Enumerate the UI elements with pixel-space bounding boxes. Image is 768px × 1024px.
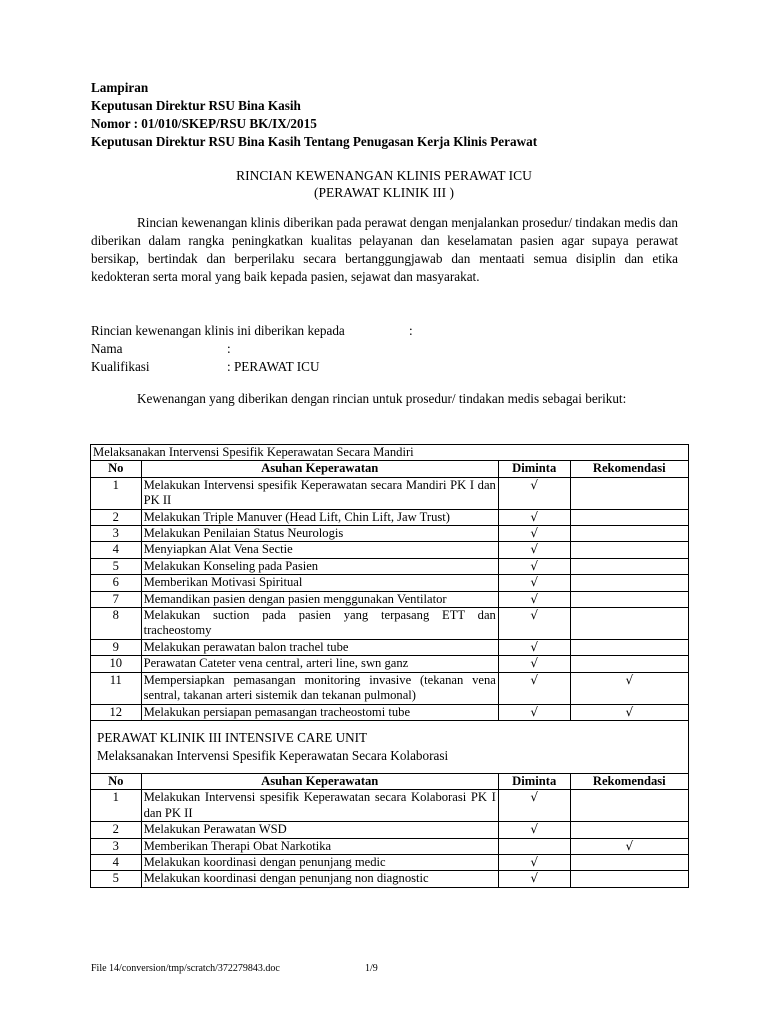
table-row	[91, 854, 689, 870]
row-rekomendasi-mark	[570, 639, 688, 655]
table-row	[91, 639, 689, 655]
row-diminta-mark: √	[498, 591, 570, 607]
row-diminta-mark: √	[498, 608, 570, 640]
row-task: Melakukan Konseling pada Pasien	[141, 558, 498, 574]
name-colon: :	[227, 341, 231, 356]
row-number: 4	[91, 854, 142, 870]
table-row	[91, 704, 689, 720]
row-number: 12	[91, 704, 142, 720]
row-rekomendasi-mark	[570, 526, 688, 542]
title-line-2: (PERAWAT KLINIK III )	[313, 185, 455, 200]
row-task: Melakukan perawatan balon trachel tube	[141, 639, 498, 655]
row-number: 6	[91, 575, 142, 591]
section2-title: PERAWAT KLINIK III INTENSIVE CARE UNIT	[97, 729, 368, 745]
row-task: Melakukan Intervensi spesifik Keperawatan secara Mandiri PK I dan PK II	[141, 477, 498, 509]
row-task: Melakukan koordinasi dengan penunjang medic	[141, 854, 498, 870]
table-row	[91, 477, 689, 509]
row-diminta-mark: √	[498, 575, 570, 591]
table2-header-task: Asuhan Keperawatan	[141, 773, 498, 789]
footer-file-path: File 14/conversion/tmp/scratch/372279843.doc	[91, 963, 280, 974]
row-diminta-mark: √	[498, 542, 570, 558]
row-number: 10	[91, 656, 142, 672]
qualification-label: Kualifikasi	[91, 359, 150, 374]
name-label: Nama	[91, 341, 123, 356]
table2-header-diminta: Diminta	[498, 773, 570, 789]
table2-header-rekomendasi: Rekomendasi	[570, 773, 688, 789]
row-number: 7	[91, 591, 142, 607]
section2-row	[91, 720, 689, 773]
table-row	[91, 526, 689, 542]
table-row	[91, 608, 689, 640]
table-row	[91, 575, 689, 591]
row-rekomendasi-mark	[570, 854, 688, 870]
scope-paragraph-text: Kewenangan yang diberikan dengan rincian untuk prosedur/ tindakan medis sebagai berikut:	[137, 391, 627, 406]
row-task: Menyiapkan Alat Vena Sectie	[141, 542, 498, 558]
table-row	[91, 656, 689, 672]
row-diminta-mark: √	[498, 526, 570, 542]
row-task: Perawatan Cateter vena central, arteri line, swn ganz	[141, 656, 498, 672]
table1-header-row	[91, 461, 689, 477]
table-row	[91, 790, 689, 822]
table-row	[91, 672, 689, 704]
independent-intervention-table	[90, 444, 689, 888]
row-diminta-mark: √	[498, 672, 570, 704]
table-row	[91, 871, 689, 887]
row-diminta-mark: √	[498, 656, 570, 672]
row-task: Melakukan Penilaian Status Neurologis	[141, 526, 498, 542]
row-task: Melakukan koordinasi dengan penunjang non diagnostic	[141, 871, 498, 887]
recipient-intro-colon: :	[409, 323, 413, 338]
section2-subtitle: Melaksanakan Intervensi Spesifik Keperawatan Secara Kolaborasi	[97, 747, 449, 763]
qualification-value: : PERAWAT ICU	[227, 359, 320, 374]
row-rekomendasi-mark	[570, 822, 688, 838]
row-rekomendasi-mark	[570, 509, 688, 525]
row-diminta-mark: √	[498, 558, 570, 574]
row-task: Melakukan Triple Manuver (Head Lift, Chin Lift, Jaw Trust)	[141, 509, 498, 525]
intro-paragraph	[91, 214, 678, 286]
row-number: 3	[91, 526, 142, 542]
header-line-subject: Keputusan Direktur RSU Bina Kasih Tentang Penugasan Kerja Klinis Perawat	[91, 134, 538, 149]
row-task: Melakukan persiapan pemasangan tracheostomi tube	[141, 704, 498, 720]
table1-header-no: No	[91, 461, 142, 477]
row-rekomendasi-mark	[570, 790, 688, 822]
row-diminta-mark: √	[498, 790, 570, 822]
header-line-keputusan: Keputusan Direktur RSU Bina Kasih	[91, 98, 301, 113]
row-rekomendasi-mark	[570, 558, 688, 574]
row-task: Mempersiapkan pemasangan monitoring invasive (tekanan vena sentral, takanan arteri sistemik dan tekanan pulmonal)	[141, 672, 498, 704]
row-number: 1	[91, 477, 142, 509]
table2-header-row	[91, 773, 689, 789]
row-task: Melakukan suction pada pasien yang terpasang ETT dan tracheostomy	[141, 608, 498, 640]
row-number: 9	[91, 639, 142, 655]
row-rekomendasi-mark: √	[570, 672, 688, 704]
scope-paragraph	[91, 390, 678, 408]
row-rekomendasi-mark	[570, 542, 688, 558]
header-line-lampiran: Lampiran	[91, 80, 149, 95]
row-rekomendasi-mark	[570, 656, 688, 672]
table-row	[91, 542, 689, 558]
row-diminta-mark	[498, 838, 570, 854]
table-row	[91, 558, 689, 574]
table-row	[91, 509, 689, 525]
row-number: 4	[91, 542, 142, 558]
table2-header-no: No	[91, 773, 142, 789]
row-rekomendasi-mark	[570, 575, 688, 591]
row-diminta-mark: √	[498, 639, 570, 655]
row-number: 2	[91, 822, 142, 838]
title-line-1: RINCIAN KEWENANGAN KLINIS PERAWAT ICU	[236, 168, 532, 183]
table1-header-diminta: Diminta	[498, 461, 570, 477]
table2-body	[91, 790, 689, 887]
row-rekomendasi-mark	[570, 477, 688, 509]
footer-page-number: 1/9	[365, 963, 378, 974]
table1-caption: Melaksanakan Intervensi Spesifik Keperawatan Secara Mandiri	[91, 445, 689, 461]
row-rekomendasi-mark	[570, 871, 688, 887]
row-diminta-mark: √	[498, 854, 570, 870]
intro-paragraph-text: Rincian kewenangan klinis diberikan pada perawat dengan menjalankan prosedur/ tindakan medis dan diberikan dalam rangka peningkatkan kualitas pelayanan dan keselamatan pasien agar supaya perawat bersikap, bertindak dan berperilaku secara bertanggungjawab dan mentaati semua disiplin dan etika kedokteran serta moral yang baik kepada pasien, sejawat dan masyarakat.	[91, 215, 678, 284]
row-number: 11	[91, 672, 142, 704]
row-diminta-mark: √	[498, 871, 570, 887]
recipient-intro: Rincian kewenangan klinis ini diberikan kepada	[91, 323, 345, 338]
row-diminta-mark: √	[498, 509, 570, 525]
table1-header-rekomendasi: Rekomendasi	[570, 461, 688, 477]
row-number: 5	[91, 558, 142, 574]
table1-header-task: Asuhan Keperawatan	[141, 461, 498, 477]
row-number: 3	[91, 838, 142, 854]
row-number: 2	[91, 509, 142, 525]
table-row	[91, 822, 689, 838]
row-task: Memandikan pasien dengan pasien menggunakan Ventilator	[141, 591, 498, 607]
row-rekomendasi-mark: √	[570, 704, 688, 720]
document-header	[91, 79, 537, 151]
row-task: Melakukan Perawatan WSD	[141, 822, 498, 838]
row-diminta-mark: √	[498, 704, 570, 720]
row-number: 5	[91, 871, 142, 887]
table1-body	[91, 477, 689, 720]
row-number: 8	[91, 608, 142, 640]
row-diminta-mark: √	[498, 477, 570, 509]
row-task: Melakukan Intervensi spesifik Keperawatan secara Kolaborasi PK I dan PK II	[141, 790, 498, 822]
header-line-nomor: Nomor : 01/010/SKEP/RSU BK/IX/2015	[91, 116, 317, 131]
row-rekomendasi-mark: √	[570, 838, 688, 854]
row-number: 1	[91, 790, 142, 822]
row-rekomendasi-mark	[570, 608, 688, 640]
table-row	[91, 838, 689, 854]
table-row	[91, 591, 689, 607]
row-task: Memberikan Motivasi Spiritual	[141, 575, 498, 591]
row-rekomendasi-mark	[570, 591, 688, 607]
row-task: Memberikan Therapi Obat Narkotika	[141, 838, 498, 854]
document-title	[0, 167, 768, 201]
row-diminta-mark: √	[498, 822, 570, 838]
